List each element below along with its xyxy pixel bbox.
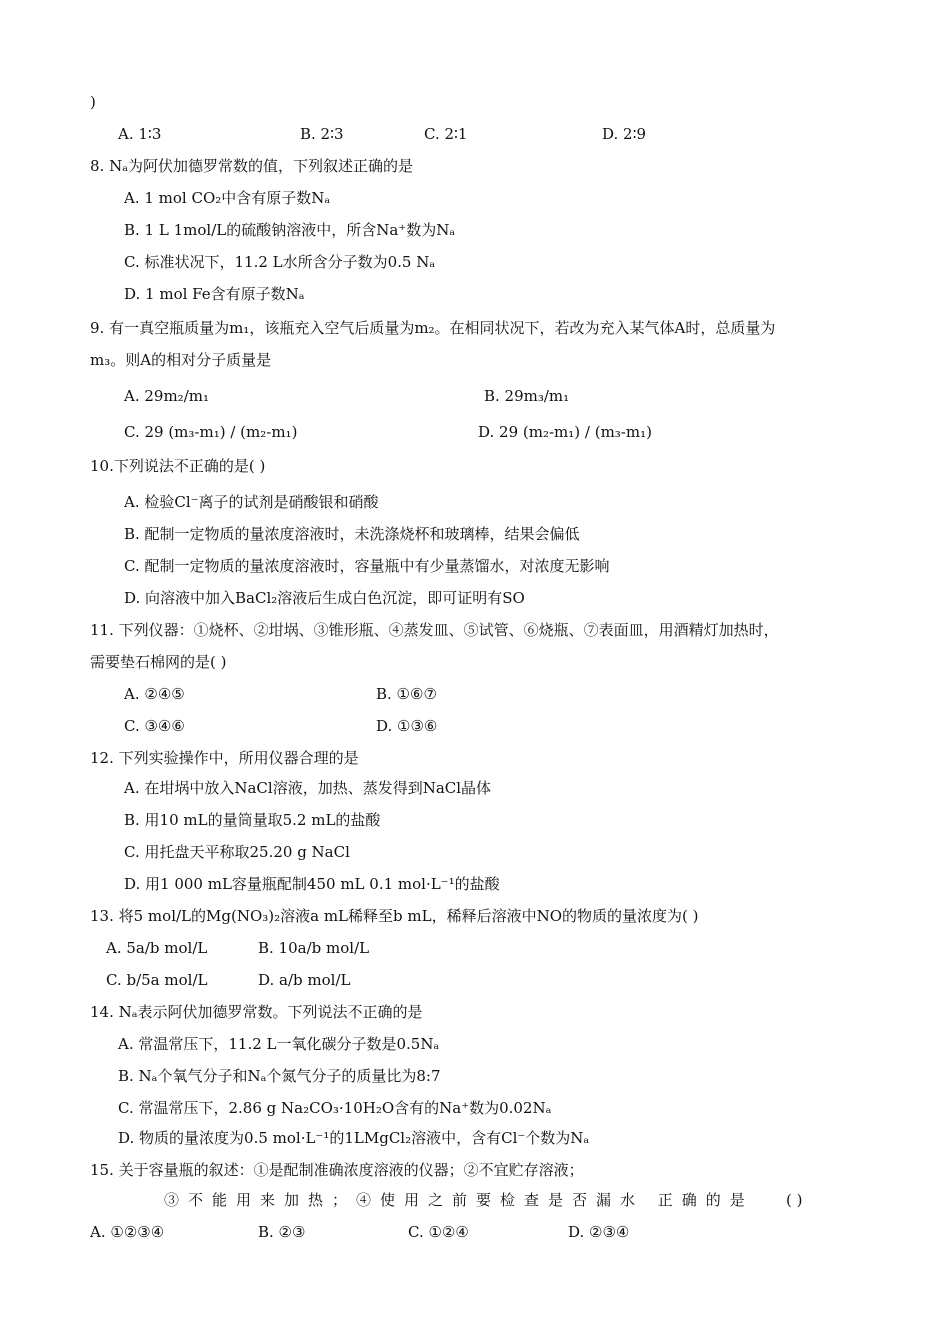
- option-c: C. 标准状况下，11.2 L水所含分子数为0.5 Nₐ: [124, 253, 436, 271]
- question-10: 10.下列说法不正确的是( ): [90, 457, 266, 475]
- question-9: 9. 有一真空瓶质量为m₁，该瓶充入空气后质量为m₂。在相同状况下，若改为充入某气体A时，总质量为: [90, 319, 776, 337]
- question-13: 13. 将5 mol/L的Mg(NO₃)₂溶液a mL稀释至b mL，稀释后溶液中NO的物质的量浓度为( ): [90, 907, 699, 925]
- option-d: D. 用1 000 mL容量瓶配制450 mL 0.1 mol·L⁻¹的盐酸: [124, 875, 500, 893]
- question-11-cont: 需要垫石棉网的是( ): [90, 653, 227, 671]
- option-b: B. ①⑥⑦: [376, 685, 437, 703]
- option-a: A. 检验Cl⁻离子的试剂是硝酸银和硝酸: [124, 493, 379, 511]
- option-c: C. 2∶1: [424, 125, 468, 143]
- question-9-cont: m₃。则A的相对分子质量是: [90, 351, 272, 369]
- option-d: D. 29 (m₂-m₁) / (m₃-m₁): [478, 423, 652, 441]
- option-b: B. 29m₃/m₁: [484, 387, 570, 405]
- option-a: A. ①②③④: [90, 1223, 165, 1241]
- option-a: A. 5a/b mol/L: [106, 939, 208, 957]
- option-d: D. a/b mol/L: [258, 971, 351, 989]
- option-a: A. 29m₂/m₁: [124, 387, 209, 405]
- option-d: D. 2∶9: [602, 125, 647, 143]
- option-a: A. 1 mol CO₂中含有原子数Nₐ: [124, 189, 331, 207]
- option-b: B. 1 L 1mol/L的硫酸钠溶液中，所含Na⁺数为Nₐ: [124, 221, 456, 239]
- line: ): [90, 93, 96, 111]
- question-8: 8. Nₐ为阿伏加德罗常数的值，下列叙述正确的是: [90, 157, 413, 175]
- option-d: D. 1 mol Fe含有原子数Nₐ: [124, 285, 305, 303]
- option-b: B. Nₐ个氧气分子和Nₐ个氮气分子的质量比为8:7: [118, 1067, 441, 1085]
- option-b: B. 用10 mL的量筒量取5.2 mL的盐酸: [124, 811, 381, 829]
- question-15-cont: ③不能用来加热；④使用之前要检查是否漏水 正确的是: [164, 1191, 754, 1209]
- option-c: C. b/5a mol/L: [106, 971, 208, 989]
- option-b: B. 配制一定物质的量浓度溶液时，未洗涤烧杯和玻璃棒，结果会偏低: [124, 525, 580, 543]
- question-11: 11. 下列仪器：①烧杯、②坩埚、③锥形瓶、④蒸发皿、⑤试管、⑥烧瓶、⑦表面皿，用酒精灯加热时，: [90, 621, 779, 639]
- option-c: C. ①②④: [408, 1223, 469, 1241]
- answer-bracket: ( ): [786, 1191, 803, 1209]
- option-c: C. 29 (m₃-m₁) / (m₂-m₁): [124, 423, 298, 441]
- option-b: B. 2∶3: [300, 125, 344, 143]
- option-d: D. 物质的量浓度为0.5 mol·L⁻¹的1LMgCl₂溶液中，含有Cl⁻个数为Nₐ: [118, 1129, 590, 1147]
- question-15: 15. 关于容量瓶的叙述：①是配制准确浓度溶液的仪器；②不宜贮存溶液；: [90, 1161, 584, 1179]
- option-d: D. ①③⑥: [376, 717, 438, 735]
- option-b: B. ②③: [258, 1223, 306, 1241]
- option-d: D. 向溶液中加入BaCl₂溶液后生成白色沉淀，即可证明有SO: [124, 589, 525, 607]
- question-14: 14. Nₐ表示阿伏加德罗常数。下列说法不正确的是: [90, 1003, 423, 1021]
- option-a: A. 在坩埚中放入NaCl溶液，加热、蒸发得到NaCl晶体: [124, 779, 492, 797]
- option-c: C. 配制一定物质的量浓度溶液时，容量瓶中有少量蒸馏水，对浓度无影响: [124, 557, 610, 575]
- option-a: A. 1∶3: [118, 125, 162, 143]
- option-c: C. ③④⑥: [124, 717, 185, 735]
- option-b: B. 10a/b mol/L: [258, 939, 370, 957]
- option-a: A. ②④⑤: [124, 685, 185, 703]
- option-c: C. 常温常压下，2.86 g Na₂CO₃·10H₂O含有的Na⁺数为0.02Nₐ: [118, 1099, 552, 1117]
- option-c: C. 用托盘天平称取25.20 g NaCl: [124, 843, 350, 861]
- option-a: A. 常温常压下，11.2 L一氧化碳分子数是0.5Nₐ: [118, 1035, 440, 1053]
- question-12: 12. 下列实验操作中，所用仪器合理的是: [90, 749, 359, 767]
- option-d: D. ②③④: [568, 1223, 630, 1241]
